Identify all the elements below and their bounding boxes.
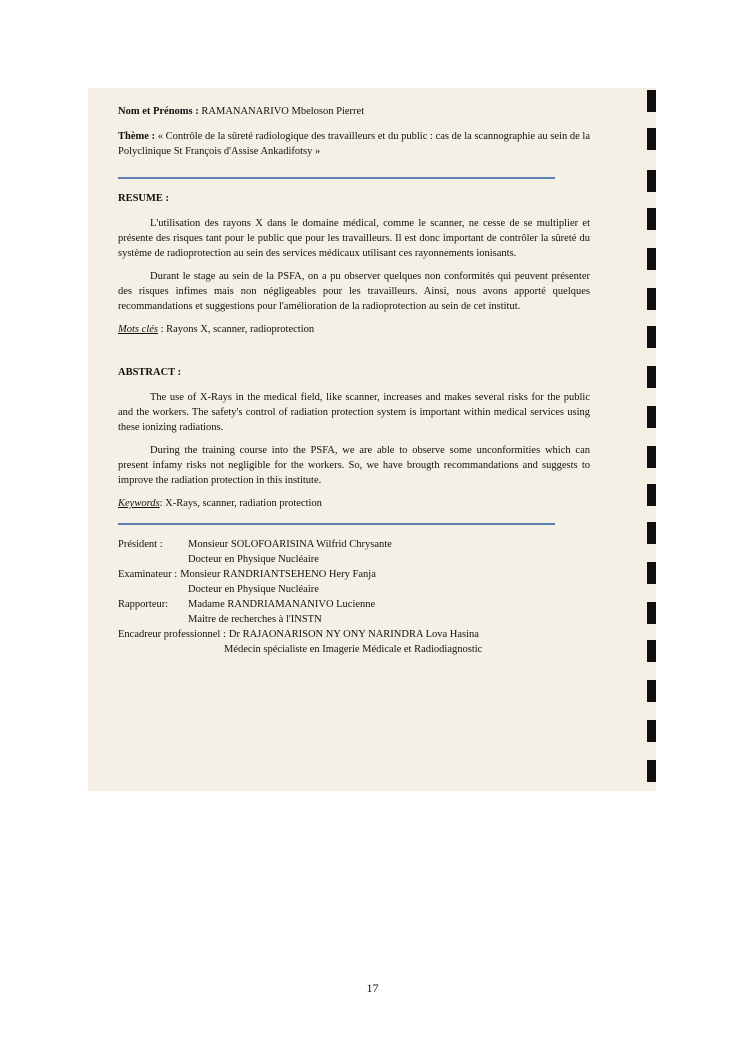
jury-row-encadreur-title (118, 642, 590, 657)
president-title: Docteur en Physique Nucléaire (188, 554, 319, 565)
binding-hole (647, 326, 656, 348)
resume-keywords (118, 322, 590, 337)
theme-text: « Contrôle de la sûreté radiologique des travailleurs et du public : cas de la scannographie au sein de la Polyclinique St François d'Assise Ankadifotsy » (118, 131, 590, 157)
resume-heading: RESUME : (118, 193, 170, 204)
binding-hole (647, 170, 656, 192)
abstract-heading: ABSTRACT : (118, 367, 182, 378)
abstract-keywords (118, 496, 590, 511)
abstract-paragraph-1: The use of X-Rays in the medical field, like scanner, increases and makes several risks for the public and the workers. The safety's control of radiation protection system is important within medical services using these ionizing radiations. (118, 392, 590, 433)
president-name: Monsieur SOLOFOARISINA Wilfrid Chrysante (188, 539, 392, 550)
jury-row-president-title (118, 552, 590, 567)
binding-hole (647, 208, 656, 230)
binding-hole (647, 90, 656, 112)
divider-top (118, 177, 555, 179)
binding-hole (647, 602, 656, 624)
page-number: 17 (366, 981, 379, 995)
encadreur-title: Médecin spécialiste en Imagerie Médicale et Radiodiagnostic (224, 644, 483, 655)
author-line (118, 104, 590, 119)
jury-row-encadreur (118, 627, 590, 642)
binding-hole (647, 720, 656, 742)
examinateur-name: Monsieur RANDRIANTSEHENO Hery Fanja (180, 569, 376, 580)
jury-row-rapporteur (118, 597, 590, 612)
president-role: Président : (118, 539, 163, 550)
binding-hole (647, 760, 656, 782)
examinateur-role: Examinateur : (118, 569, 178, 580)
author-name: RAMANANARIVO Mbeloson Pierret (201, 106, 365, 117)
theme-label: Thème : (118, 131, 156, 142)
jury-row-examinateur (118, 567, 590, 582)
binding-hole (647, 680, 656, 702)
resume-paragraph-2: Durant le stage au sein de la PSFA, on a pu observer quelques non conformités qui peuvent présenter des risques infimes mais non négligeables pour les travailleurs. Ainsi, nous avons apporté quelques recommandations et suggestions pour l'amélioration de la radioprotection au sein de cet institut. (118, 271, 590, 312)
binding-hole (647, 522, 656, 544)
keywords-value-fr: : Rayons X, scanner, radioprotection (157, 324, 315, 335)
binding-hole (647, 288, 656, 310)
binding-hole (647, 366, 656, 388)
binding-hole (647, 640, 656, 662)
binding-hole (647, 406, 656, 428)
encadreur-role: Encadreur professionnel : (118, 629, 226, 640)
keywords-value-en: : X-Rays, scanner, radiation protection (159, 498, 322, 509)
jury-row-rapporteur-title (118, 612, 590, 627)
binding-holes (644, 88, 656, 791)
resume-paragraph-1: L'utilisation des rayons X dans le domaine médical, comme le scanner, ne cesse de se multiplier et présente des risques tant pour le public que pour les travailleurs. Il est donc important de contrôler la sûreté du système de radioprotection au sein des services médicaux utilisant ces rayonnements ionisants. (118, 218, 590, 259)
jury-row-examinateur-title (118, 582, 590, 597)
examinateur-title: Docteur en Physique Nucléaire (188, 584, 319, 595)
name-label: Nom et Prénoms : (118, 106, 199, 117)
jury-row-president (118, 537, 590, 552)
keywords-label-en: Keywords (118, 498, 160, 509)
encadreur-name: Dr RAJAONARISON NY ONY NARINDRA Lova Hasina (228, 629, 479, 640)
abstract-paragraph-2: During the training course into the PSFA, we are able to observe some unconformities which can present infamy risks not negligible for the workers. So, we have brougth recommandations and suggests to improve the radiation protection in this institute. (118, 445, 590, 486)
binding-hole (647, 484, 656, 506)
keywords-label-fr: Mots clés (118, 324, 158, 335)
divider-bottom (118, 523, 555, 525)
rapporteur-title: Maitre de recherches à l'INSTN (188, 614, 322, 625)
rapporteur-name: Madame RANDRIAMANANIVO Lucienne (188, 599, 376, 610)
binding-hole (647, 248, 656, 270)
binding-hole (647, 446, 656, 468)
rapporteur-role: Rapporteur: (118, 599, 169, 610)
jury-block (118, 537, 590, 657)
abstract-page-content (118, 104, 590, 657)
binding-hole (647, 562, 656, 584)
binding-hole (647, 128, 656, 150)
theme-line (118, 129, 590, 159)
